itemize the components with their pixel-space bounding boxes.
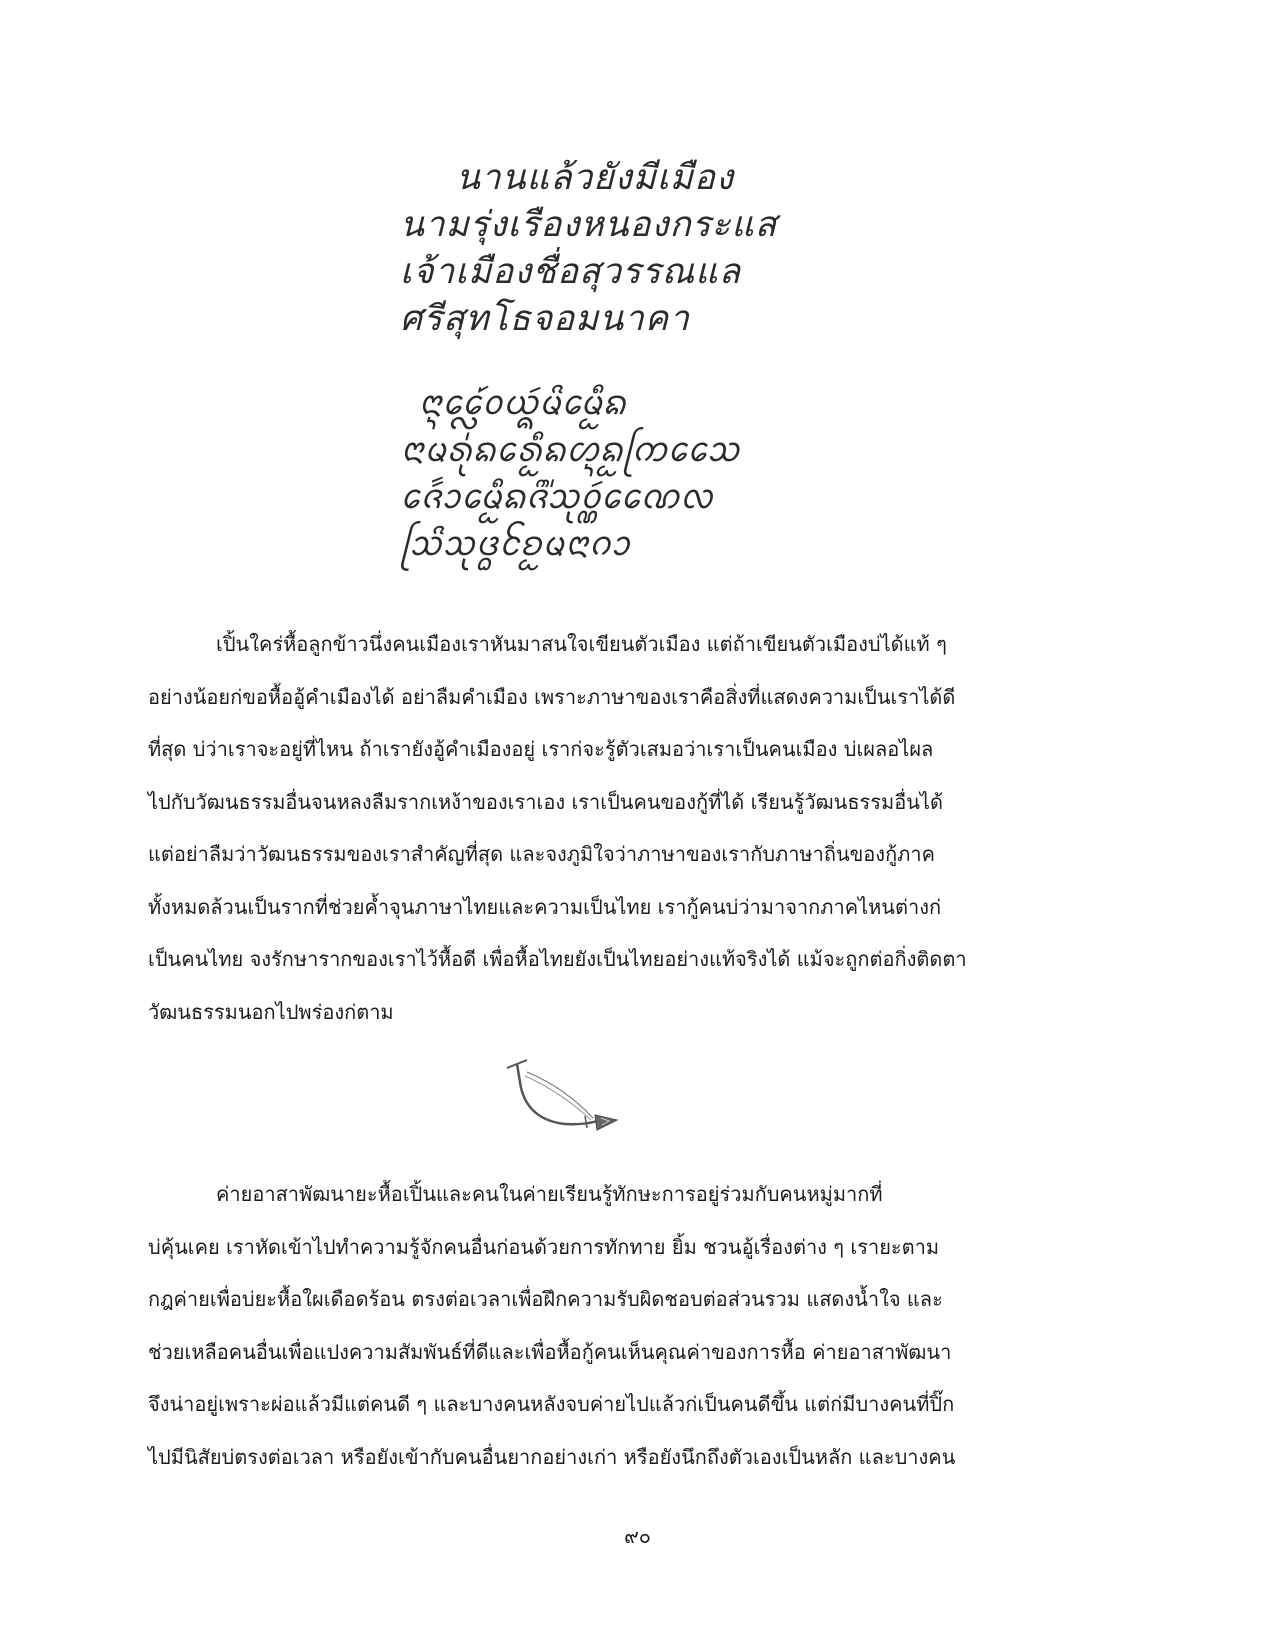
paragraph-line: อย่างน้อยก่ขอหื้ออู้คำเมืองได้ อย่าลืมคำเมือง เพราะภาษาของเราคือสิ่งที่แสดงความเป็นเราได้ดี xyxy=(148,684,956,709)
paragraph-line: ไปกับวัฒนธรรมอื่นจนหลงลืมรากเหง้าของเราเอง เราเป็นคนของกู้ที่ได้ เรียนรู้วัฒนธรรมอื่นได้ xyxy=(148,789,943,814)
paragraph-line: ไปมีนิสัยบ่ตรงต่อเวลา หรือยังเข้ากับคนอื่นยากอย่างเก่า หรือยังนึกถึงตัวเองเป็นหลัก และบางคน xyxy=(148,1444,956,1469)
paragraph-line: บ่คุ้นเคย เราหัดเข้าไปทำความรู้จักคนอื่นก่อนด้วยการทักทาย ยิ้ม ชวนอู้เรื่องต่าง ๆ เรายะตาม xyxy=(148,1234,940,1259)
body-paragraph-1 xyxy=(148,618,1008,1038)
poem-lanna-line: ᨩᩮᩢ᩶ᩣᨾᩮᩬᩥᨦᨩᩨ᩵ᩈᩩᩅᩢ᩠ᨱᨱᩯᩃ xyxy=(400,477,713,517)
poem-thai-line: เจ้าเมืองชื่อสุวรรณแล xyxy=(400,252,742,292)
paragraph-line: จึงน่าอยู่เพราะผ่อแล้วมีแต่คนดี ๆ และบางคนหลังจบค่ายไปแล้วก่เป็นคนดีขึ้น แต่ก่มีบางคนที่ปิ๊ก xyxy=(148,1392,955,1416)
paragraph-line: เป็นคนไทย จงรักษารากของเราไว้หื้อดี เพื่อหื้อไทยยังเป็นไทยอย่างแท้จริงได้ แม้จะถูกต่อกิ่งติดตา xyxy=(148,947,967,971)
handwritten-poem-lanna xyxy=(400,380,830,568)
body-paragraph-2 xyxy=(148,1168,1008,1483)
paragraph-line: เปิ้นใคร่หื้อลูกข้าวนึ่งคนเมืองเราหันมาสนใจเขียนตัวเมือง แต่ถ้าเขียนตัวเมืองบ่ได้แท้ ๆ xyxy=(216,632,947,656)
poem-thai-line: นามรุ่งเรืองหนองกระแส xyxy=(400,205,778,245)
paragraph-line: ที่สุด บ่ว่าเราจะอยู่ที่ไหน ถ้าเรายังอู้คำเมืองอยู่ เราก่จะรู้ตัวเสมอว่าเราเป็นคนเมือง บ่เผลอไผล xyxy=(148,737,934,761)
paragraph-line: แต่อย่าลืมว่าวัฒนธรรมของเราสำคัญที่สุด และจงภูมิใจว่าภาษาของเรากับภาษาถิ่นของกู้ภาค xyxy=(148,842,935,866)
page-number: ๙๐ xyxy=(624,1524,651,1548)
poem-lanna-line: ᩈᩕᩦᩈᩩᨴ᩠ᨵᩰᨧᩬᨾᨶᩣᨣᩣ xyxy=(400,524,630,564)
paragraph-line: ทั้งหมดล้วนเป็นรากที่ช่วยค้ำจุนภาษาไทยและความเป็นไทย เรากู้คนบ่ว่ามาจากภาคไหนต่างก่ xyxy=(148,894,942,919)
plow-icon xyxy=(505,1058,635,1138)
poem-lanna-line: ᨶᩣᨾᩁᩩ᩵ᨦᩁᩮᩬᩥᨦᩉ᩠ᨶᩬᨦᨠᩕᩯᩈ xyxy=(400,430,740,470)
paragraph-line: ช่วยเหลือคนอื่นเพื่อแปงความสัมพันธ์ที่ดีและเพื่อหื้อกู้คนเห็นคุณค่าของการหื้อ ค่ายอาสาพัฒนา xyxy=(148,1339,952,1364)
paragraph-line: กฎค่ายเพื่อบ่ยะหื้อใผเดือดร้อน ตรงต่อเวลาเพื่อฝึกความรับผิดชอบต่อส่วนรวม แสดงน้ำใจ และ xyxy=(148,1287,943,1311)
poem-thai-line: นานแล้วยังมีเมือง xyxy=(456,158,734,198)
poem-thai-line: ศรีสุทโธจอมนาคา xyxy=(400,299,690,339)
paragraph-line: ค่ายอาสาพัฒนายะหื้อเปิ้นและคนในค่ายเรียนรู้ทักษะการอยู่ร่วมกับคนหมู่มากที่ xyxy=(216,1182,883,1206)
poem-lanna-line: ᨶᩣ᩠ᨶᩯᩖ᩶ᩅᨿᩢ᩠ᨦᨾᩦᨾᩮᩥᩬᨦ xyxy=(418,383,626,423)
handwritten-poem-thai xyxy=(400,155,830,343)
paragraph-line: วัฒนธรรมนอกไปพร่องก่ตาม xyxy=(148,999,394,1024)
